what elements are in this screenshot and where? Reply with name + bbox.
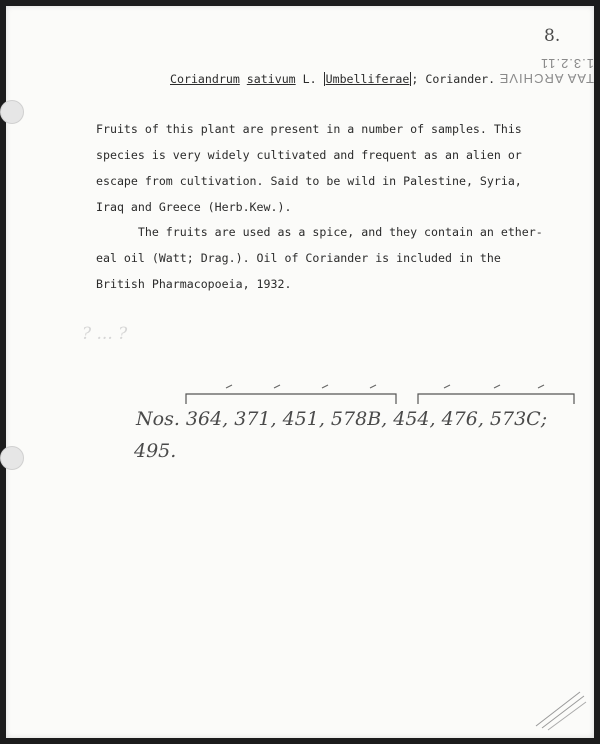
body-line: Iraq and Greece (Herb.Kew.). [96,200,292,214]
punch-hole [0,446,24,470]
authority: L. [302,72,317,86]
archive-stamp-text: TAA ARCHIVE [498,71,594,86]
body-line: eal oil (Watt; Drag.). Oil of Coriander is included in the [96,251,501,265]
body-line: species is very widely cultivated and frequent as an alien or [96,148,522,162]
grouping-brackets [182,384,592,408]
page-number: 8. [544,26,561,46]
handwritten-sample-numbers: Nos. 364, 371, 451, 578B, 454, 476, 573C; [136,408,548,430]
common-name: ; Coriander. [411,72,496,86]
body-line: Fruits of this plant are present in a number of samples. This [96,122,522,136]
page-title [170,72,495,86]
corner-pencil-marks [532,686,588,732]
document-page [6,6,594,738]
species-name: sativum [246,72,296,86]
family-name: Umbelliferae [325,72,410,86]
body-line: The fruits are used as a spice, and they contain an ether- [96,225,543,239]
faint-pencil-note: ? ... ? [82,324,128,344]
genus-name: Coriandrum [170,72,240,86]
handwritten-sample-numbers-cont: 495. [134,440,177,462]
body-line: escape from cultivation. Said to be wild in Palestine, Syria, [96,174,522,188]
body-line: British Pharmacopoeia, 1932. [96,277,292,291]
archive-stamp-date: 1.3.2.11 [539,56,594,71]
punch-hole [0,100,24,124]
